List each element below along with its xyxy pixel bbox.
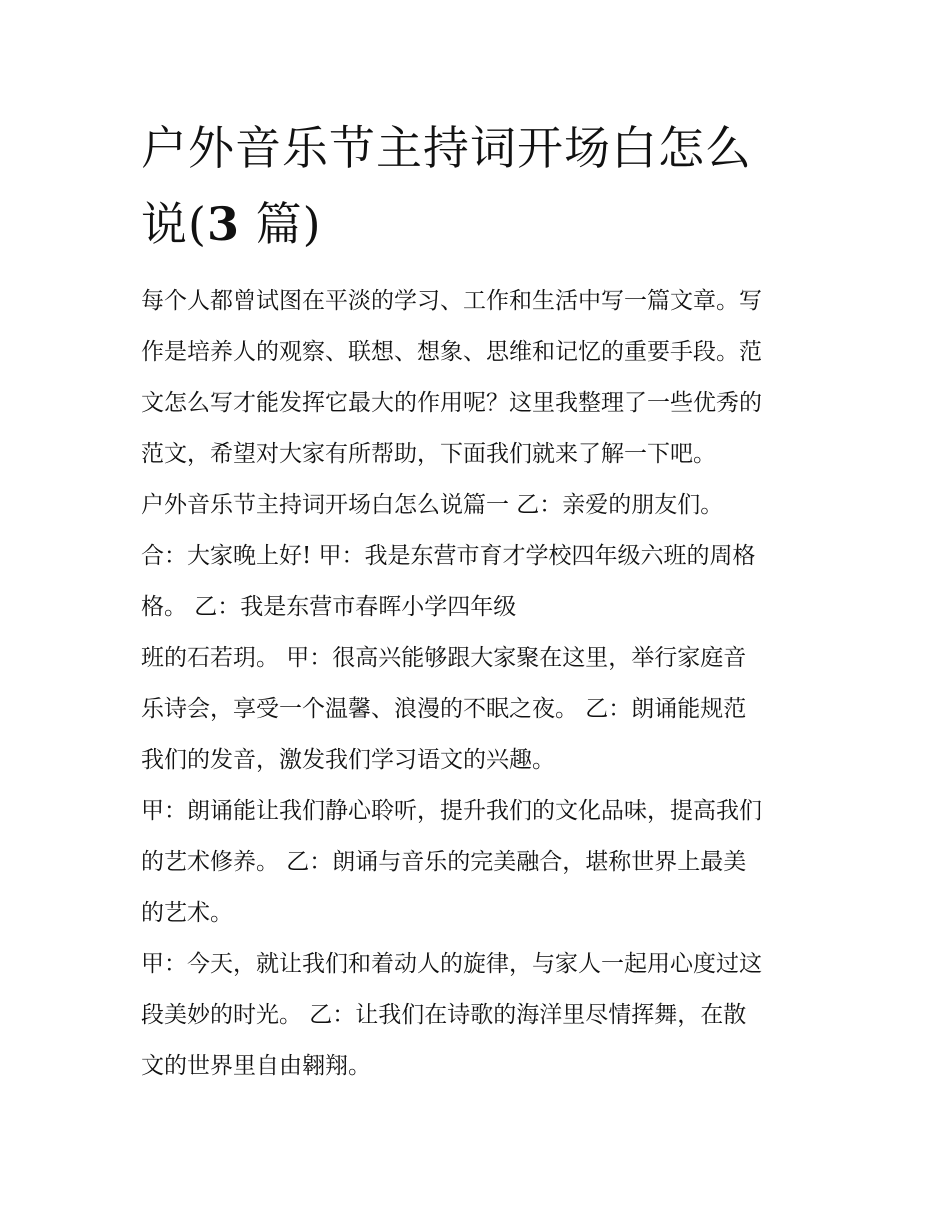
document-title (141, 110, 821, 262)
body-line: 甲：今天，就让我们和着动人的旋律，与家人一起用心度过这 (141, 951, 762, 977)
body-line: 每个人都曾试图在平淡的学习、工作和生活中写一篇文章。写 (141, 288, 762, 314)
body-line: 格。 乙：我是东营市春晖小学四年级 (141, 594, 517, 620)
body-line: 乐诗会，享受一个温馨、浪漫的不眠之夜。 乙：朗诵能规范 (141, 696, 747, 722)
body-line: 作是培养人的观察、联想、想象、思维和记忆的重要手段。范 (141, 339, 762, 365)
body-line: 甲：朗诵能让我们静心聆听，提升我们的文化品味，提高我们 (141, 798, 762, 824)
body-line: 合：大家晚上好! 甲：我是东营市育才学校四年级六班的周格 (141, 543, 756, 569)
body-line: 的艺术修养。 乙：朗诵与音乐的完美融合，堪称世界上最美 (141, 849, 747, 875)
body-line: 文的世界里自由翱翔。 (141, 1053, 371, 1079)
body-line: 文怎么写才能发挥它最大的作用呢？这里我整理了一些优秀的 (141, 390, 762, 416)
title-prefix: 说( (141, 197, 207, 251)
title-line-1: 户外音乐节主持词开场白怎么 (141, 121, 752, 175)
body-line: 户外音乐节主持词开场白怎么说篇一 乙：亲爱的朋友们。 (141, 492, 724, 518)
body-line: 段美妙的时光。 乙：让我们在诗歌的海洋里尽情挥舞，在散 (141, 1002, 747, 1028)
body-line: 的艺术。 (141, 900, 233, 926)
body-line: 范文，希望对大家有所帮助，下面我们就来了解一下吧。 (141, 441, 716, 467)
document-body (141, 276, 821, 1092)
body-line: 我们的发音，激发我们学习语文的兴趣。 (141, 747, 555, 773)
body-line: 班的石若玥。 甲：很高兴能够跟大家聚在这里，举行家庭音 (141, 645, 747, 671)
title-number: 3 (206, 197, 240, 251)
title-suffix: 篇) (239, 197, 322, 251)
